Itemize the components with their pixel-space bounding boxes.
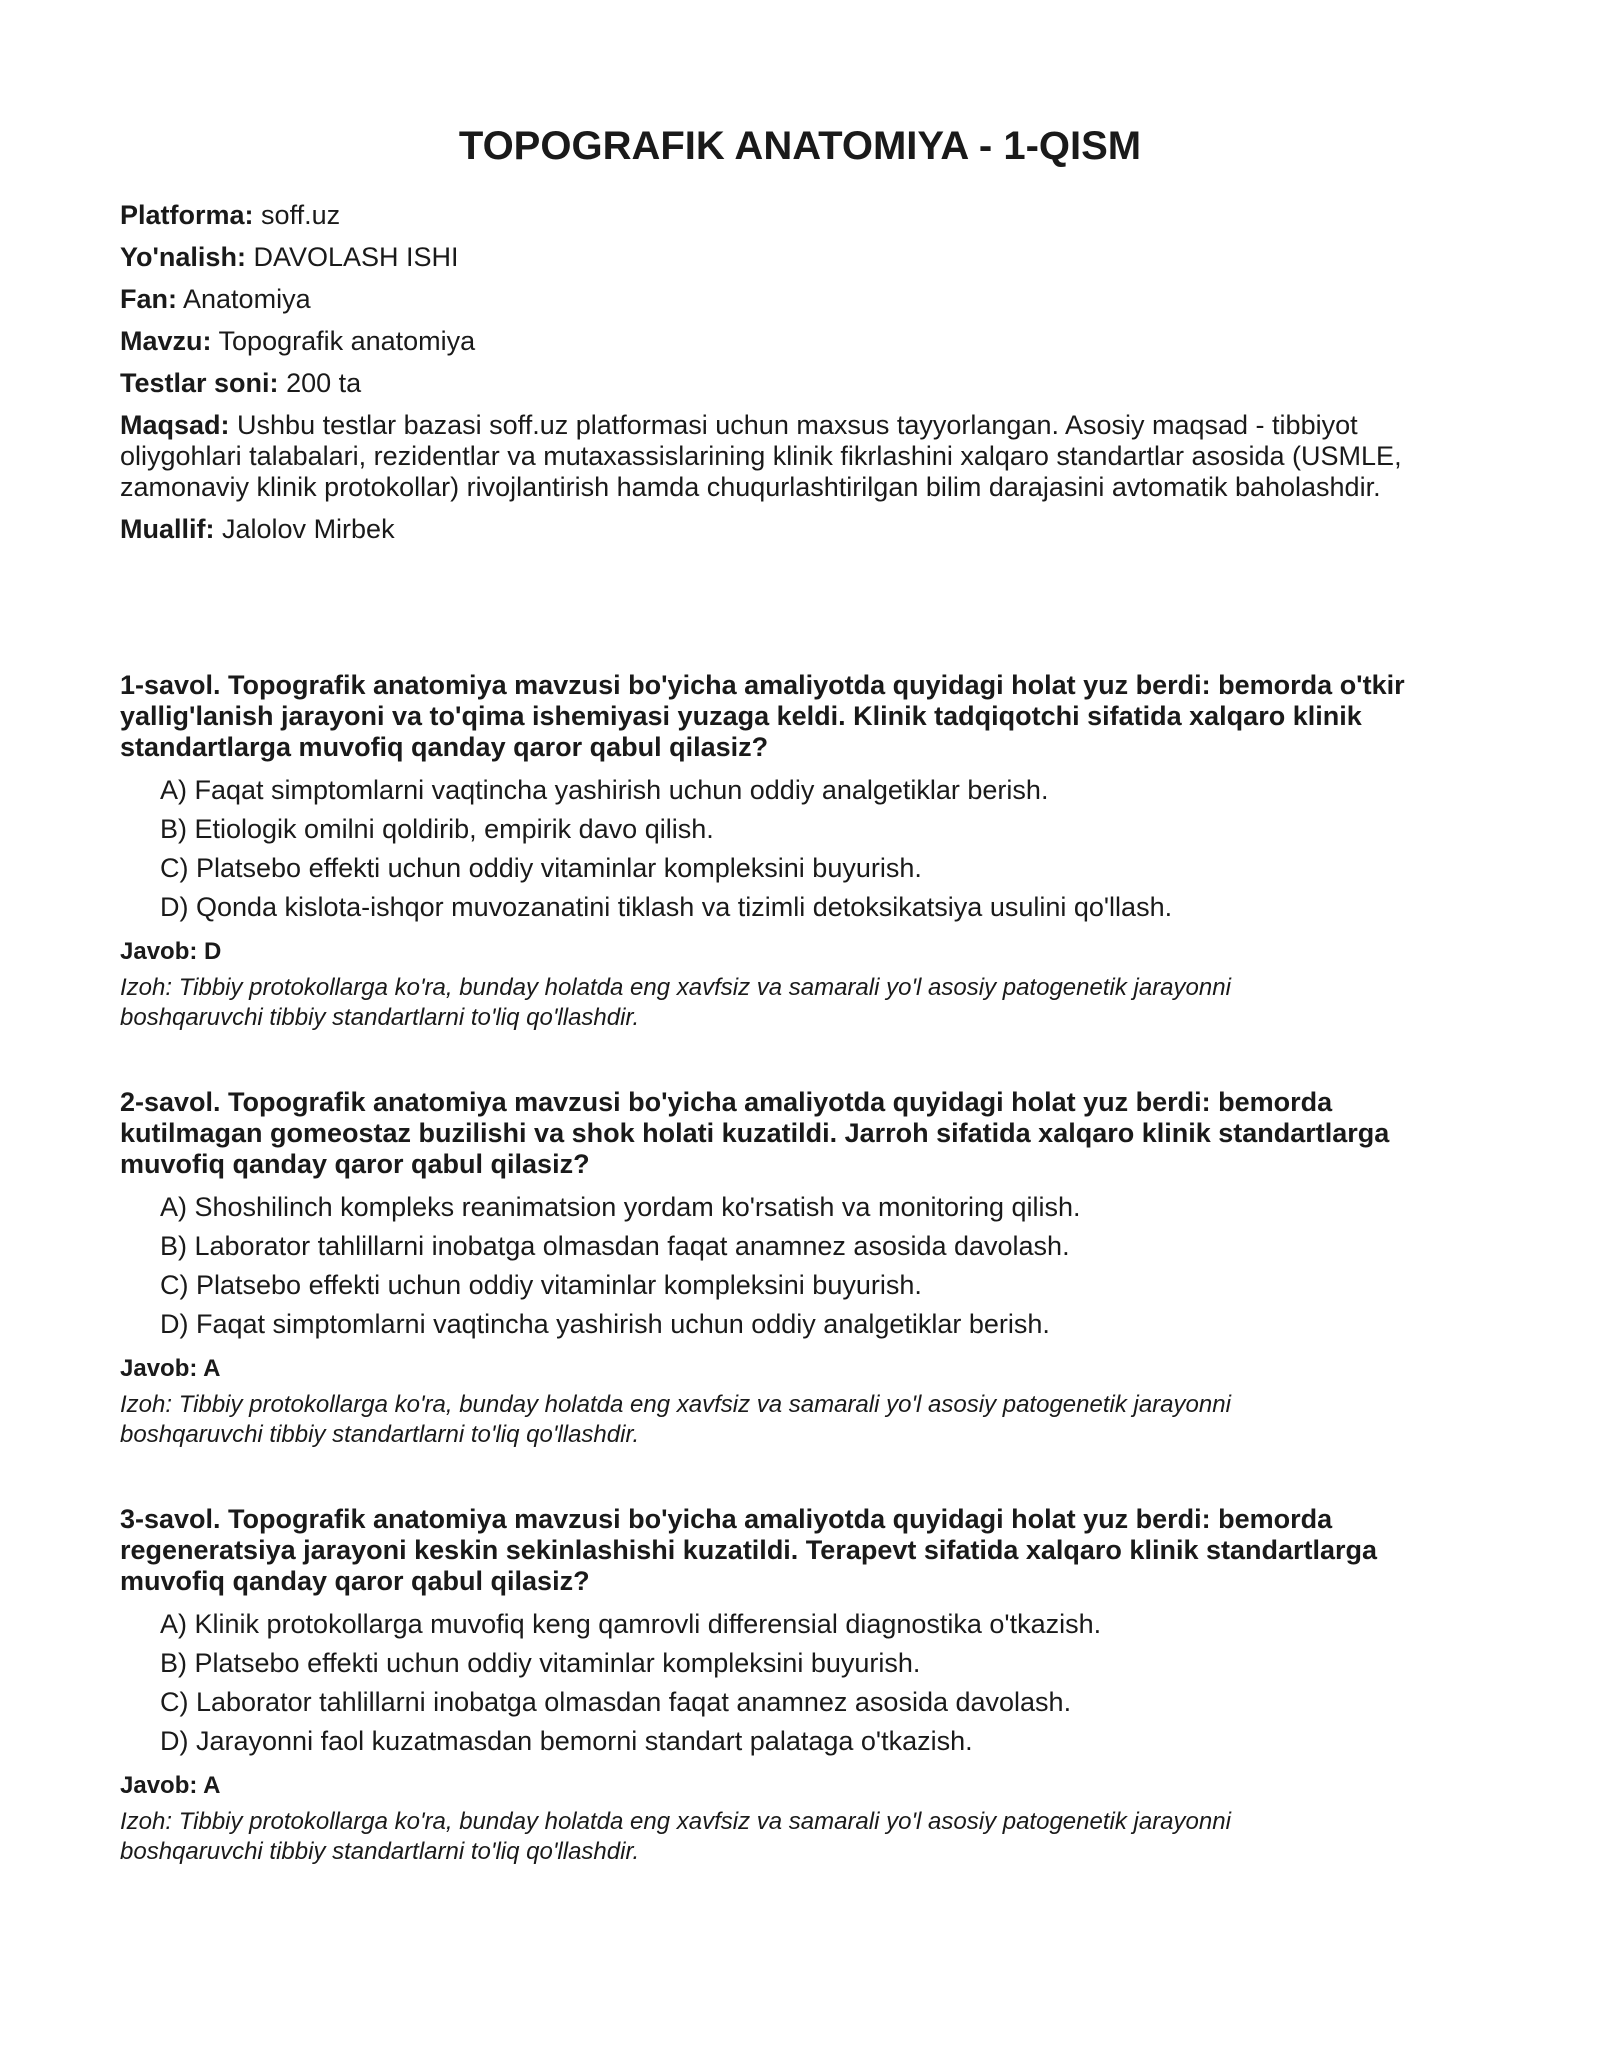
meta-topic [120, 326, 1460, 357]
question-text: 3-savol. Topografik anatomiya mavzusi bo'yicha amaliyotda quyidagi holat yuz berdi: bemorda regeneratsiya jarayoni keskin sekinlashishi kuzatildi. Terapevt sifatida xalqaro klinik standartlarga muvofiq qanday qaror qabul qilasiz? [120, 1504, 1378, 1596]
answer-label: Javob: A [120, 1355, 221, 1382]
meta-subject [120, 284, 1460, 315]
meta-label: Maqsad: [120, 410, 230, 440]
meta-author [120, 514, 1460, 545]
meta-value: DAVOLASH ISHI [253, 242, 459, 272]
meta-value: 200 ta [286, 368, 362, 398]
question-1 [120, 670, 1480, 1033]
option-b: B) Platsebo effekti uchun oddiy vitaminlar kompleksini buyurish. [160, 1648, 921, 1678]
meta-value: Topografik anatomiya [218, 326, 476, 356]
answer-label: Javob: A [120, 1772, 221, 1799]
page-title: TOPOGRAFIK ANATOMIYA - 1-QISM [458, 124, 1142, 168]
option-a: A) Klinik protokollarga muvofiq keng qamrovli differensial diagnostika o'tkazish. [160, 1609, 1102, 1639]
option-d: D) Jarayonni faol kuzatmasdan bemorni standart palataga o'tkazish. [160, 1726, 973, 1756]
meta-test-count [120, 368, 1460, 399]
meta-label: Mavzu: [120, 326, 212, 356]
meta-label: Fan: [120, 284, 177, 314]
option-a: A) Shoshilinch kompleks reanimatsion yordam ko'rsatish va monitoring qilish. [160, 1192, 1081, 1222]
option-b: B) Laborator tahlillarni inobatga olmasdan faqat anamnez asosida davolash. [160, 1231, 1070, 1261]
meta-direction [120, 242, 1460, 273]
option-c: C) Platsebo effekti uchun oddiy vitaminlar kompleksini buyurish. [160, 1270, 922, 1300]
answer-label: Javob: D [120, 938, 222, 965]
meta-value: Ushbu testlar bazasi soff.uz platformasi uchun maxsus tayyorlangan. Asosiy maqsad - tibbiyot oliygohlari talabalari, rezidentlar va mutaxassislarining klinik fikrlashini xalqaro standartlar asosida (USMLE, zamonaviy klinik protokollar) rivojlantirish hamda chuqurlashtirilgan bilim darajasini avtomatik baholashdir. [120, 410, 1402, 502]
question-text: 1-savol. Topografik anatomiya mavzusi bo'yicha amaliyotda quyidagi holat yuz berdi: bemorda o'tkir yallig'lanish jarayoni va to'qima ishemiyasi yuzaga keldi. Klinik tadqiqotchi sifatida xalqaro klinik standartlarga muvofiq qanday qaror qabul qilasiz? [120, 670, 1405, 762]
question-3 [120, 1504, 1480, 1867]
meta-label: Muallif: [120, 514, 215, 544]
option-b: B) Etiologik omilni qoldirib, empirik davo qilish. [160, 814, 714, 844]
explanation-text: Izoh: Tibbiy protokollarga ko'ra, bunday holatda eng xavfsiz va samarali yo'l asosiy patogenetik jarayonni boshqaruvchi tibbiy standartlarni to'liq qo'llashdir. [120, 974, 1231, 1031]
meta-purpose [120, 410, 1460, 503]
option-d: D) Faqat simptomlarni vaqtincha yashirish uchun oddiy analgetiklar berish. [160, 1309, 1050, 1339]
question-text: 2-savol. Topografik anatomiya mavzusi bo'yicha amaliyotda quyidagi holat yuz berdi: bemorda kutilmagan gomeostaz buzilishi va shok holati kuzatildi. Jarroh sifatida xalqaro klinik standartlarga muvofiq qanday qaror qabul qilasiz? [120, 1087, 1390, 1179]
explanation-text: Izoh: Tibbiy protokollarga ko'ra, bunday holatda eng xavfsiz va samarali yo'l asosiy patogenetik jarayonni boshqaruvchi tibbiy standartlarni to'liq qo'llashdir. [120, 1391, 1231, 1448]
option-a: A) Faqat simptomlarni vaqtincha yashirish uchun oddiy analgetiklar berish. [160, 775, 1049, 805]
explanation-text: Izoh: Tibbiy protokollarga ko'ra, bunday holatda eng xavfsiz va samarali yo'l asosiy patogenetik jarayonni boshqaruvchi tibbiy standartlarni to'liq qo'llashdir. [120, 1808, 1231, 1865]
question-2 [120, 1087, 1480, 1450]
meta-platform [120, 200, 1460, 231]
questions-list [120, 670, 1480, 1921]
meta-label: Testlar soni: [120, 368, 279, 398]
option-c: C) Platsebo effekti uchun oddiy vitaminlar kompleksini buyurish. [160, 853, 922, 883]
meta-label: Yo'nalish: [120, 242, 246, 272]
metadata-section [120, 200, 1460, 556]
option-c: C) Laborator tahlillarni inobatga olmasdan faqat anamnez asosida davolash. [160, 1687, 1072, 1717]
meta-value: Jalolov Mirbek [222, 514, 395, 544]
meta-label: Platforma: [120, 200, 254, 230]
meta-value: soff.uz [261, 200, 341, 230]
options-list [120, 775, 1480, 923]
options-list [120, 1192, 1480, 1340]
meta-value: Anatomiya [183, 284, 311, 314]
option-d: D) Qonda kislota-ishqor muvozanatini tiklash va tizimli detoksikatsiya usulini qo'llash. [160, 892, 1173, 922]
options-list [120, 1609, 1480, 1757]
